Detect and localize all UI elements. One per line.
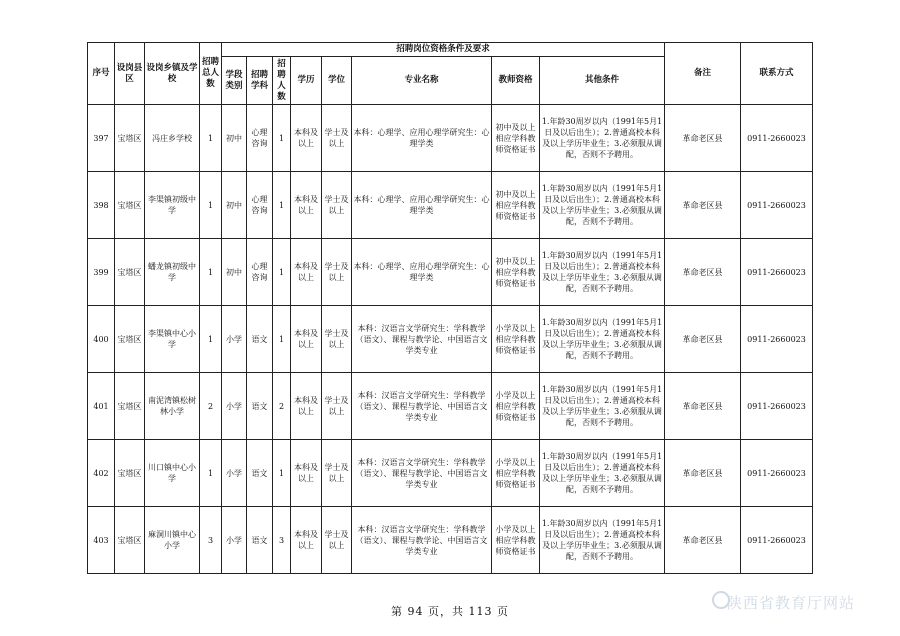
cell-edu: 本科及以上: [291, 507, 322, 574]
cell-seq: 403: [88, 507, 115, 574]
cell-major: 本科：汉语言文学研究生：学科教学（语文）、课程与教学论、中国语言文学类专业: [352, 507, 492, 574]
header-subject: 招聘学科: [247, 57, 273, 105]
header-county: 设岗县区: [115, 43, 145, 105]
cell-stage: 小学: [222, 306, 247, 373]
header-contact: 联系方式: [741, 43, 813, 105]
cell-contact: 0911-2660023: [741, 373, 813, 440]
cell-stage: 小学: [222, 507, 247, 574]
cell-contact: 0911-2660023: [741, 105, 813, 172]
cell-school: 冯庄乡学校: [145, 105, 200, 172]
cell-contact: 0911-2660023: [741, 440, 813, 507]
cell-county: 宝塔区: [115, 306, 145, 373]
header-major: 专业名称: [352, 57, 492, 105]
cell-major: 本科：心理学、应用心理学研究生：心理学类: [352, 239, 492, 306]
header-town: 设岗乡镇及学校: [145, 43, 200, 105]
header-count: 招聘人数: [273, 57, 291, 105]
cell-edu: 本科及以上: [291, 373, 322, 440]
cell-contact: 0911-2660023: [741, 172, 813, 239]
cell-degree: 学士及以上: [322, 440, 352, 507]
cell-county: 宝塔区: [115, 172, 145, 239]
cell-subject: 语文: [247, 373, 273, 440]
cell-school: 川口镇中心小学: [145, 440, 200, 507]
cell-cert: 小学及以上相应学科教师资格证书: [492, 507, 540, 574]
cell-remark: 革命老区县: [665, 507, 741, 574]
cell-other: 1.年龄30周岁以内（1991年5月1日及以后出生）；2.普通高校本科及以上学历毕业生；3.必须服从调配，否则不予聘用。: [540, 507, 665, 574]
cell-contact: 0911-2660023: [741, 239, 813, 306]
cell-school: 南泥湾镇松树林小学: [145, 373, 200, 440]
header-total: 招聘总人数: [200, 43, 222, 105]
cell-degree: 学士及以上: [322, 306, 352, 373]
cell-county: 宝塔区: [115, 507, 145, 574]
cell-count: 2: [273, 373, 291, 440]
cell-county: 宝塔区: [115, 239, 145, 306]
table-row: [88, 373, 813, 440]
cell-subject: 语文: [247, 306, 273, 373]
cell-subject: 语文: [247, 507, 273, 574]
cell-total: 1: [200, 239, 222, 306]
cell-total: 1: [200, 440, 222, 507]
cell-count: 1: [273, 306, 291, 373]
header-other: 其他条件: [540, 57, 665, 105]
cell-cert: 初中及以上相应学科教师资格证书: [492, 172, 540, 239]
cell-subject: 心理咨询: [247, 172, 273, 239]
cell-degree: 学士及以上: [322, 172, 352, 239]
cell-major: 本科：汉语言文学研究生：学科教学（语文）、课程与教学论、中国语言文学类专业: [352, 440, 492, 507]
header-degree: 学位: [322, 57, 352, 105]
cell-other: 1.年龄30周岁以内（1991年5月1日及以后出生）；2.普通高校本科及以上学历毕业生；3.必须服从调配，否则不予聘用。: [540, 105, 665, 172]
cell-other: 1.年龄30周岁以内（1991年5月1日及以后出生）；2.普通高校本科及以上学历毕业生；3.必须服从调配，否则不予聘用。: [540, 172, 665, 239]
header-stage: 学段类别: [222, 57, 247, 105]
watermark: 陕西省教育厅网站: [727, 594, 856, 612]
cell-count: 3: [273, 507, 291, 574]
cell-seq: 397: [88, 105, 115, 172]
cell-cert: 小学及以上相应学科教师资格证书: [492, 306, 540, 373]
cell-stage: 初中: [222, 172, 247, 239]
cell-subject: 心理咨询: [247, 239, 273, 306]
cell-cert: 小学及以上相应学科教师资格证书: [492, 440, 540, 507]
cell-remark: 革命老区县: [665, 105, 741, 172]
cell-stage: 小学: [222, 440, 247, 507]
table-row: [88, 306, 813, 373]
cell-school: 李渠镇中心小学: [145, 306, 200, 373]
cell-total: 1: [200, 172, 222, 239]
cell-edu: 本科及以上: [291, 105, 322, 172]
cell-total: 2: [200, 373, 222, 440]
cell-school: 蟠龙镇初级中学: [145, 239, 200, 306]
cell-county: 宝塔区: [115, 373, 145, 440]
cell-contact: 0911-2660023: [741, 306, 813, 373]
cell-edu: 本科及以上: [291, 440, 322, 507]
table-row: [88, 172, 813, 239]
cell-contact: 0911-2660023: [741, 507, 813, 574]
cell-remark: 革命老区县: [665, 172, 741, 239]
table-row: [88, 105, 813, 172]
cell-edu: 本科及以上: [291, 172, 322, 239]
header-group: 招聘岗位资格条件及要求: [222, 43, 665, 57]
cell-seq: 401: [88, 373, 115, 440]
cell-seq: 400: [88, 306, 115, 373]
cell-seq: 402: [88, 440, 115, 507]
cell-seq: 399: [88, 239, 115, 306]
cell-other: 1.年龄30周岁以内（1991年5月1日及以后出生）；2.普通高校本科及以上学历毕业生；3.必须服从调配，否则不予聘用。: [540, 373, 665, 440]
cell-degree: 学士及以上: [322, 105, 352, 172]
cell-major: 本科：汉语言文学研究生：学科教学（语文）、课程与教学论、中国语言文学类专业: [352, 306, 492, 373]
cell-school: 李渠镇初级中学: [145, 172, 200, 239]
cell-remark: 革命老区县: [665, 373, 741, 440]
cell-degree: 学士及以上: [322, 239, 352, 306]
cell-cert: 小学及以上相应学科教师资格证书: [492, 373, 540, 440]
cell-seq: 398: [88, 172, 115, 239]
cell-major: 本科：心理学、应用心理学研究生：心理学类: [352, 105, 492, 172]
cell-count: 1: [273, 172, 291, 239]
cell-other: 1.年龄30周岁以内（1991年5月1日及以后出生）；2.普通高校本科及以上学历毕业生；3.必须服从调配，否则不予聘用。: [540, 440, 665, 507]
cell-total: 3: [200, 507, 222, 574]
cell-count: 1: [273, 440, 291, 507]
header-cert: 教师资格: [492, 57, 540, 105]
cell-stage: 初中: [222, 105, 247, 172]
cell-subject: 语文: [247, 440, 273, 507]
cell-subject: 心理咨询: [247, 105, 273, 172]
cell-edu: 本科及以上: [291, 306, 322, 373]
cell-remark: 革命老区县: [665, 239, 741, 306]
cell-county: 宝塔区: [115, 440, 145, 507]
cell-major: 本科：汉语言文学研究生：学科教学（语文）、课程与教学论、中国语言文学类专业: [352, 373, 492, 440]
header-remark: 备注: [665, 43, 741, 105]
table-row: [88, 440, 813, 507]
page-footer: 第 94 页，共 113 页: [391, 605, 509, 618]
cell-edu: 本科及以上: [291, 239, 322, 306]
cell-major: 本科：心理学、应用心理学研究生：心理学类: [352, 172, 492, 239]
cell-total: 1: [200, 306, 222, 373]
cell-remark: 革命老区县: [665, 306, 741, 373]
cell-other: 1.年龄30周岁以内（1991年5月1日及以后出生）；2.普通高校本科及以上学历毕业生；3.必须服从调配，否则不予聘用。: [540, 306, 665, 373]
cell-stage: 小学: [222, 373, 247, 440]
header-edu: 学历: [291, 57, 322, 105]
cell-total: 1: [200, 105, 222, 172]
cell-school: 麻洞川镇中心小学: [145, 507, 200, 574]
cell-degree: 学士及以上: [322, 373, 352, 440]
cell-degree: 学士及以上: [322, 507, 352, 574]
cell-other: 1.年龄30周岁以内（1991年5月1日及以后出生）；2.普通高校本科及以上学历毕业生；3.必须服从调配，否则不予聘用。: [540, 239, 665, 306]
table-row: [88, 239, 813, 306]
cell-county: 宝塔区: [115, 105, 145, 172]
cell-count: 1: [273, 105, 291, 172]
header-seq: 序号: [88, 43, 115, 105]
cell-cert: 初中及以上相应学科教师资格证书: [492, 105, 540, 172]
table-row: [88, 507, 813, 574]
cell-count: 1: [273, 239, 291, 306]
cell-cert: 初中及以上相应学科教师资格证书: [492, 239, 540, 306]
cell-remark: 革命老区县: [665, 440, 741, 507]
recruitment-table: [87, 42, 813, 574]
cell-stage: 初中: [222, 239, 247, 306]
